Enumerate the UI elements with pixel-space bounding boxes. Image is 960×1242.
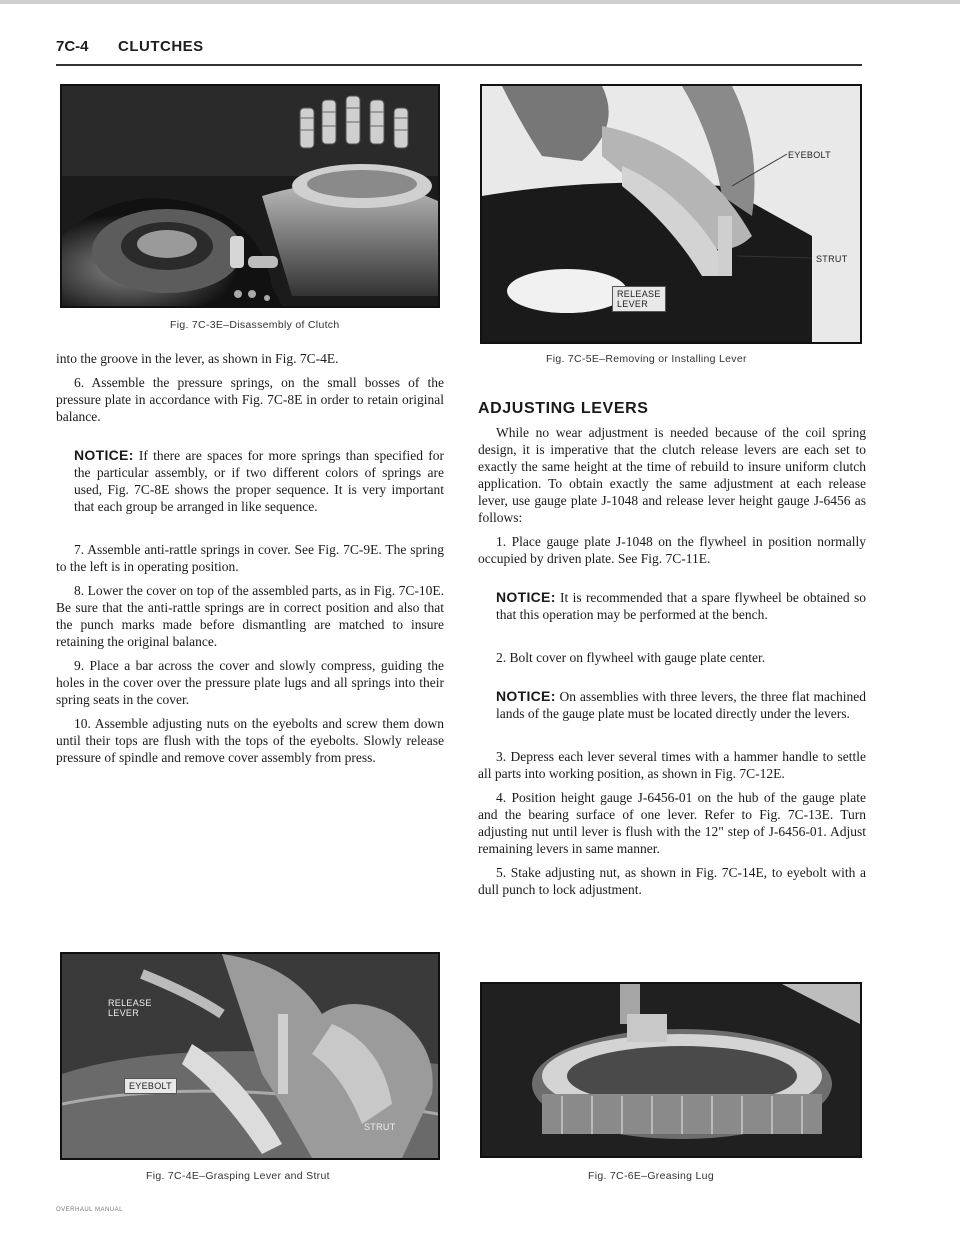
paragraph-step-10: 10. Assemble adjusting nuts on the eyebolts and screw them down until their tops are flush with the tops of the eyebolts. Slowly release pressure of spindle and remove cover assembly from press. xyxy=(56,716,444,765)
footer-text: OVERHAUL MANUAL xyxy=(56,1207,123,1213)
section-heading: ADJUSTING LEVERS xyxy=(478,400,649,417)
photo-label-eyebolt: EYEBOLT xyxy=(788,150,831,160)
figure-greasing-lug-photo xyxy=(480,982,862,1158)
figure-disassembly-photo xyxy=(60,84,440,308)
paragraph-intro: into the groove in the lever, as shown in Fig. 7C-4E. xyxy=(56,351,339,366)
figure-grasping-lever-photo xyxy=(60,952,440,1160)
section-title: CLUTCHES xyxy=(118,38,204,55)
paragraph-step-7: 7. Assemble anti-rattle springs in cover. See Fig. 7C-9E. The spring to the left is in operating position. xyxy=(56,542,444,574)
notice-label: NOTICE: xyxy=(496,688,556,704)
figure-caption-5e: Fig. 7C-5E–Removing or Installing Lever xyxy=(546,353,747,365)
figure-caption-3e: Fig. 7C-3E–Disassembly of Clutch xyxy=(170,319,340,331)
left-column xyxy=(56,350,444,773)
notice-springs xyxy=(74,447,444,515)
scan-edge xyxy=(0,0,960,4)
notice-text: If there are spaces for more springs than specified for the particular assembly, or if two different colors of springs are used, Fig. 7C-8E shows the proper sequence. It is very important that each group be arranged in like sequence. xyxy=(74,448,444,514)
page-number: 7C-4 xyxy=(56,38,89,55)
notice-text: It is recommended that a spare flywheel be obtained so that this operation may be performed at the bench. xyxy=(496,590,866,622)
figure-caption-6e: Fig. 7C-6E–Greasing Lug xyxy=(588,1170,714,1182)
paragraph-step-3: 3. Depress each lever several times with a hammer handle to settle all parts into working position, as shown in Fig. 7C-12E. xyxy=(478,749,866,781)
paragraph-adjusting-intro: While no wear adjustment is needed because of the coil spring design, it is imperative that the clutch release levers are each set to exactly the same height at the time of rebuild to insure uniform clutch application. To obtain exactly the same adjustment at each release lever, use gauge plate J-1048 and release lever height gauge J-6456 as follows: xyxy=(478,425,866,525)
figure-caption-4e: Fig. 7C-4E–Grasping Lever and Strut xyxy=(146,1170,330,1182)
paragraph-step-4: 4. Position height gauge J-6456-01 on the hub of the gauge plate and the bearing surface of one lever. Refer to Fig. 7C-13E. Turn adjusting nut until lever is flush with the 12" step of J-6456-01. Adjust remaining levers in same manner. xyxy=(478,790,866,856)
paragraph-step-6: 6. Assemble the pressure springs, on the small bosses of the pressure plate in accordance with Fig. 7C-8E in order to retain original balance. xyxy=(56,375,444,424)
notice-label: NOTICE: xyxy=(496,589,556,605)
figure-removing-lever-photo xyxy=(480,84,862,344)
notice-label: NOTICE: xyxy=(74,447,134,463)
page-header xyxy=(56,36,862,66)
photo-label-release-lever: RELEASE LEVER xyxy=(612,286,666,312)
notice-text: On assemblies with three levers, the three flat machined lands of the gauge plate must be located directly under the levers. xyxy=(496,689,866,721)
photo-label-strut: STRUT xyxy=(364,1122,396,1132)
right-column xyxy=(478,400,866,905)
paragraph-step-2: 2. Bolt cover on flywheel with gauge plate center. xyxy=(496,650,766,665)
notice-spare-flywheel xyxy=(496,589,866,623)
paragraph-step-9: 9. Place a bar across the cover and slowly compress, guiding the holes in the cover over the pressure plate lugs and all springs into their spring seats in the cover. xyxy=(56,658,444,707)
paragraph-step-1: 1. Place gauge plate J-1048 on the flywheel in position normally occupied by driven plate. See Fig. 7C-11E. xyxy=(478,534,866,566)
photo-label-strut: STRUT xyxy=(816,254,848,264)
photo-label-eyebolt: EYEBOLT xyxy=(124,1078,177,1094)
notice-three-levers xyxy=(496,688,866,722)
paragraph-step-8: 8. Lower the cover on top of the assembled parts, as in Fig. 7C-10E. Be sure that the anti-rattle springs are in correct position and also that the punch marks made before dismantling are matched to insure retaining the original balance. xyxy=(56,583,444,649)
photo-label-release-lever: RELEASE LEVER xyxy=(108,998,152,1018)
paragraph-step-5: 5. Stake adjusting nut, as shown in Fig. 7C-14E, to eyebolt with a dull punch to lock adjustment. xyxy=(478,865,866,897)
